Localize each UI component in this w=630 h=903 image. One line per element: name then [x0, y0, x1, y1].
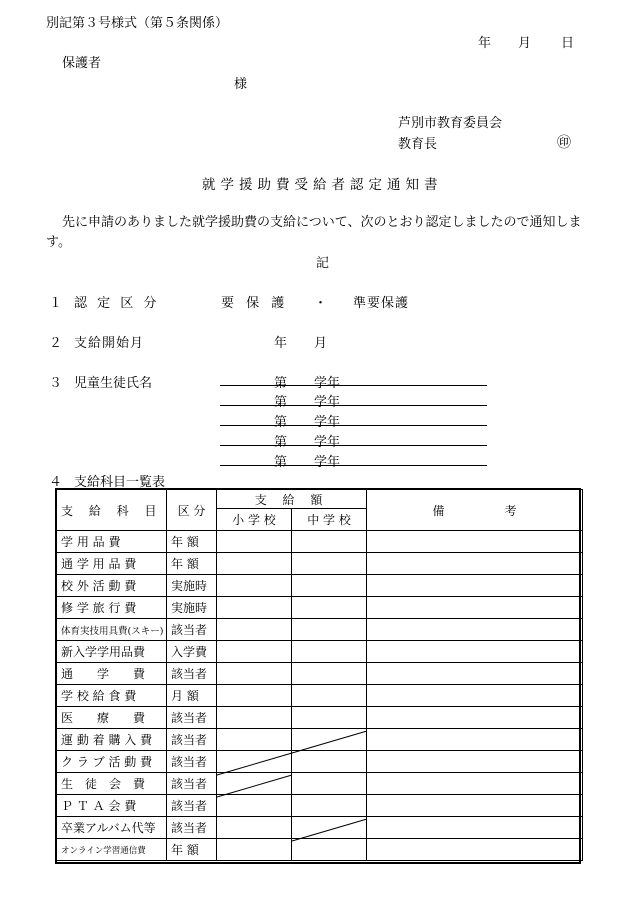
kubun-cell: 該当者	[167, 751, 217, 773]
addressee-label: 保護者	[62, 56, 102, 71]
junior-high-amount-cell[interactable]	[292, 839, 367, 861]
remarks-cell[interactable]	[367, 663, 583, 685]
section4-label: 支給科目一覧表	[74, 475, 166, 490]
table-row	[57, 707, 583, 729]
student-row-gakunen: 学年	[314, 435, 341, 450]
remarks-cell[interactable]	[367, 817, 583, 839]
remarks-cell[interactable]	[367, 641, 583, 663]
table-row	[57, 773, 583, 795]
subject-cell: Ｐ Ｔ Ａ 会 費	[57, 795, 167, 817]
kubun-cell: 年 額	[167, 553, 217, 575]
table-row	[57, 729, 583, 751]
table-row	[57, 597, 583, 619]
header-amount: 支 給 額	[217, 490, 367, 509]
table-row	[57, 685, 583, 707]
elementary-amount-cell[interactable]	[217, 817, 292, 839]
body-text-line2: す。	[46, 235, 71, 250]
remarks-cell[interactable]	[367, 531, 583, 553]
kubun-cell: 月 額	[167, 685, 217, 707]
student-name-line	[220, 425, 487, 426]
student-row-dai: 第	[274, 455, 288, 470]
junior-high-amount-cell[interactable]	[292, 597, 367, 619]
junior-high-amount-cell[interactable]	[292, 773, 367, 795]
kubun-cell: 実施時	[167, 575, 217, 597]
header-elementary: 小 学 校	[217, 509, 292, 531]
junior-high-amount-cell[interactable]	[292, 575, 367, 597]
addressee-honorific: 様	[234, 77, 248, 92]
subject-cell: オンライン学習通信費	[57, 839, 167, 861]
ki-label: 記	[316, 256, 330, 271]
remarks-cell[interactable]	[367, 597, 583, 619]
remarks-cell[interactable]	[367, 729, 583, 751]
subject-cell: 通 学 用 品 費	[57, 553, 167, 575]
remarks-cell[interactable]	[367, 685, 583, 707]
section1-option2: 準要保護	[353, 296, 410, 311]
section1-label: 認 定 区 分	[74, 296, 160, 311]
elementary-amount-cell[interactable]	[217, 663, 292, 685]
table-row	[57, 575, 583, 597]
table-row	[57, 641, 583, 663]
table-header-row	[57, 490, 583, 509]
subject-cell: 修 学 旅 行 費	[57, 597, 167, 619]
student-row-dai: 第	[274, 435, 288, 450]
student-row-dai: 第	[274, 415, 288, 430]
sender-org: 芦別市教育委員会	[398, 116, 503, 131]
elementary-amount-cell[interactable]	[217, 751, 292, 773]
subject-cell: 校 外 活 動 費	[57, 575, 167, 597]
kubun-cell: 年 額	[167, 531, 217, 553]
junior-high-amount-cell[interactable]	[292, 619, 367, 641]
table-row	[57, 817, 583, 839]
section2-label: 支給開始月	[74, 336, 145, 351]
date-day-label: 日	[561, 36, 575, 51]
table-row	[57, 619, 583, 641]
sender-title: 教育長	[398, 137, 438, 152]
subject-cell: 体育実技用具費(スキー)	[57, 619, 167, 641]
junior-high-amount-cell[interactable]	[292, 729, 367, 751]
subject-cell: ク ラ ブ 活 動 費	[57, 751, 167, 773]
kubun-cell: 該当者	[167, 773, 217, 795]
header-junior-high: 中 学 校	[292, 509, 367, 531]
remarks-cell[interactable]	[367, 795, 583, 817]
subject-cell: 医 療 費	[57, 707, 167, 729]
elementary-amount-cell[interactable]	[217, 773, 292, 795]
student-row-dai: 第	[274, 395, 288, 410]
elementary-amount-cell[interactable]	[217, 575, 292, 597]
table-row	[57, 839, 583, 861]
student-row-gakunen: 学年	[314, 415, 341, 430]
elementary-amount-cell[interactable]	[217, 619, 292, 641]
section3-number: ３	[49, 376, 63, 391]
table-row	[57, 531, 583, 553]
subject-cell: 学 校 給 食 費	[57, 685, 167, 707]
header-subject: 支 給 科 目	[57, 490, 167, 531]
kubun-cell: 該当者	[167, 707, 217, 729]
kubun-cell: 入学費	[167, 641, 217, 663]
section2-month: 月	[314, 336, 328, 351]
student-name-line	[220, 385, 487, 386]
section1-option1: 要 保 護	[221, 296, 289, 311]
form-number: 別記第３号様式（第５条関係）	[46, 16, 229, 31]
kubun-cell: 実施時	[167, 597, 217, 619]
section3-label: 児童生徒氏名	[74, 376, 153, 391]
subject-cell: 運 動 着 購 入 費	[57, 729, 167, 751]
student-name-line	[220, 445, 487, 446]
section2-number: ２	[49, 336, 63, 351]
student-row-gakunen: 学年	[314, 455, 341, 470]
date-month-label: 月	[518, 36, 532, 51]
student-name-line	[220, 465, 487, 466]
junior-high-amount-cell[interactable]	[292, 817, 367, 839]
kubun-cell: 該当者	[167, 619, 217, 641]
date-year-label: 年	[478, 36, 492, 51]
junior-high-amount-cell[interactable]	[292, 663, 367, 685]
kubun-cell: 該当者	[167, 663, 217, 685]
subject-cell: 学 用 品 費	[57, 531, 167, 553]
remarks-cell[interactable]	[367, 619, 583, 641]
subject-cell: 生 徒 会 費	[57, 773, 167, 795]
remarks-cell[interactable]	[367, 707, 583, 729]
junior-high-amount-cell[interactable]	[292, 751, 367, 773]
elementary-amount-cell[interactable]	[217, 729, 292, 751]
elementary-amount-cell[interactable]	[217, 839, 292, 861]
subject-cell: 通 学 費	[57, 663, 167, 685]
remarks-cell[interactable]	[367, 839, 583, 861]
table-row	[57, 663, 583, 685]
junior-high-amount-cell[interactable]	[292, 685, 367, 707]
junior-high-amount-cell[interactable]	[292, 553, 367, 575]
header-kubun: 区 分	[167, 490, 217, 531]
subject-table	[56, 489, 583, 861]
junior-high-amount-cell[interactable]	[292, 641, 367, 663]
student-row-dai: 第	[274, 376, 288, 391]
table-row	[57, 795, 583, 817]
student-name-line	[220, 405, 487, 406]
kubun-cell: 該当者	[167, 817, 217, 839]
kubun-cell: 該当者	[167, 729, 217, 751]
remarks-cell[interactable]	[367, 575, 583, 597]
section1-number: １	[49, 296, 63, 311]
subject-cell: 新入学学用品費	[57, 641, 167, 663]
junior-high-amount-cell[interactable]	[292, 531, 367, 553]
subject-cell: 卒業アルバム代等	[57, 817, 167, 839]
elementary-amount-cell[interactable]	[217, 641, 292, 663]
remarks-cell[interactable]	[367, 773, 583, 795]
student-row-gakunen: 学年	[314, 395, 341, 410]
elementary-amount-cell[interactable]	[217, 707, 292, 729]
junior-high-amount-cell[interactable]	[292, 707, 367, 729]
elementary-amount-cell[interactable]	[217, 597, 292, 619]
elementary-amount-cell[interactable]	[217, 553, 292, 575]
section4-number: ４	[49, 475, 63, 490]
table-row	[57, 553, 583, 575]
elementary-amount-cell[interactable]	[217, 531, 292, 553]
section2-year: 年	[274, 336, 288, 351]
junior-high-amount-cell[interactable]	[292, 795, 367, 817]
elementary-amount-cell[interactable]	[217, 795, 292, 817]
header-remarks: 備 考	[367, 490, 583, 531]
remarks-cell[interactable]	[367, 751, 583, 773]
body-text-line1: 先に申請のありました就学援助費の支給について、次のとおり認定しましたので通知しま	[62, 215, 582, 230]
remarks-cell[interactable]	[367, 553, 583, 575]
document-title: 就学援助費受給者認定通知書	[202, 177, 443, 193]
student-row-gakunen: 学年	[314, 376, 341, 391]
section1-separator: ・	[314, 296, 328, 311]
kubun-cell: 該当者	[167, 795, 217, 817]
table-row	[57, 751, 583, 773]
kubun-cell: 年 額	[167, 839, 217, 861]
seal-mark: ㊞	[557, 135, 571, 151]
elementary-amount-cell[interactable]	[217, 685, 292, 707]
